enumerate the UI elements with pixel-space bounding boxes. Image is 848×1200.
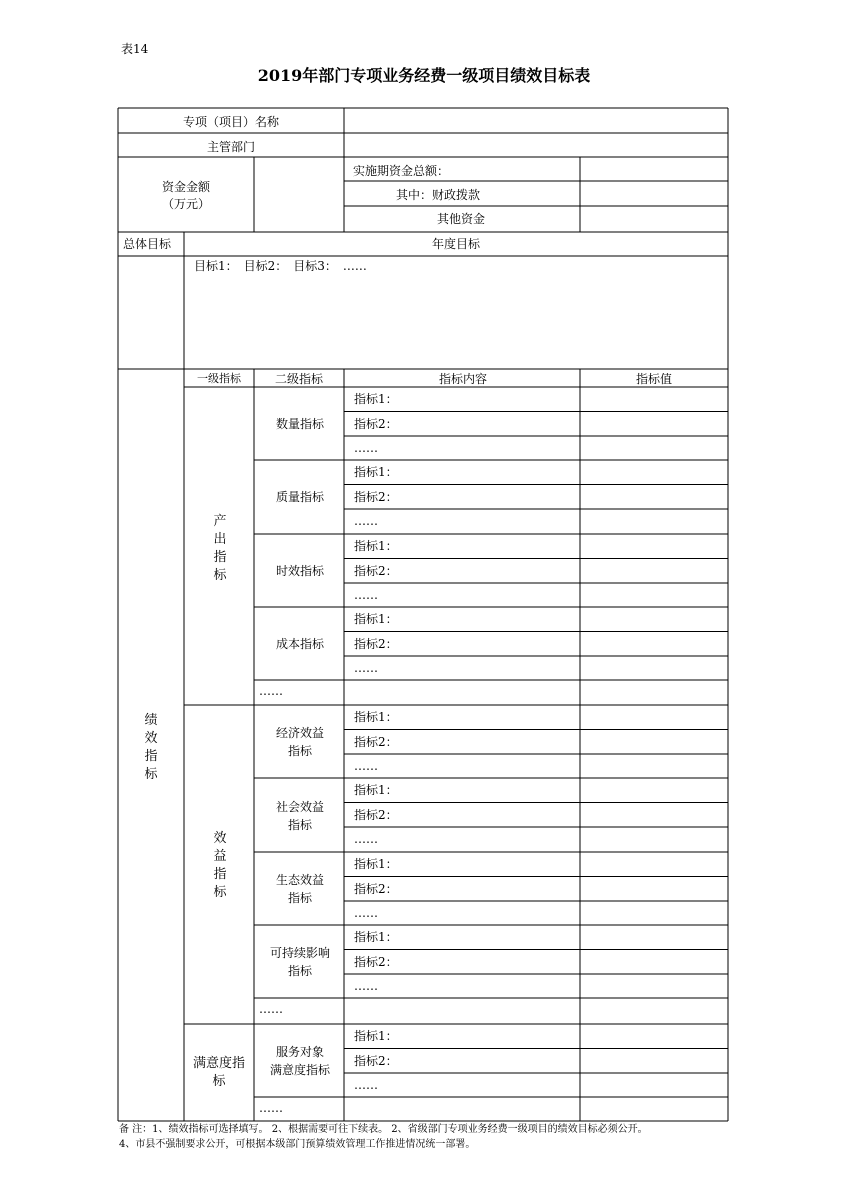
col-header-value: 指标值: [635, 372, 673, 386]
indicator-value-field[interactable]: [582, 388, 726, 410]
indicator-more: ……: [354, 979, 378, 993]
indicator-label: 指标1：: [354, 783, 398, 797]
indicator-value-field[interactable]: [582, 486, 726, 508]
funds-other-field[interactable]: [583, 207, 723, 229]
funds-unit-label: （万元）: [161, 197, 211, 211]
indicator-more: ……: [354, 661, 378, 675]
indicator-value-field[interactable]: [582, 853, 726, 875]
indicator-value-field[interactable]: [582, 657, 726, 679]
output-more: ……: [259, 684, 283, 698]
indicator-value-field[interactable]: [582, 461, 726, 483]
indicator-label: 指标1：: [354, 930, 398, 944]
indicator-label: 指标2：: [354, 954, 398, 969]
indicator-label: 指标1：: [354, 612, 398, 626]
sustainable-indicator-label-line2: 指标: [287, 964, 313, 978]
indicator-value-field[interactable]: [582, 535, 726, 557]
table-number: 表14: [121, 42, 149, 56]
indicator-more: ……: [354, 759, 378, 773]
social-indicator-label-line1: 社会效益: [275, 800, 325, 814]
quantity-indicator-label: 数量指标: [275, 417, 325, 431]
footnote-line2: 4、市县不强制要求公开，可根据本级部门预算绩效管理工作推进情况统一部署。: [119, 1139, 476, 1150]
indicator-value-field[interactable]: [582, 510, 726, 532]
annual-goal-label: 年度目标: [431, 237, 481, 251]
department-label: 主管部门: [206, 140, 256, 154]
economic-indicator-label-line1: 经济效益: [275, 726, 325, 740]
quality-indicator-label: 质量指标: [275, 490, 325, 504]
indicator-value-field[interactable]: [582, 1025, 726, 1047]
indicator-more: ……: [354, 514, 378, 528]
indicator-label: 指标1：: [354, 857, 398, 871]
funds-total-field[interactable]: [583, 159, 723, 181]
indicator-value-field[interactable]: [582, 804, 726, 826]
indicator-label: 指标1：: [354, 392, 398, 406]
col-header-content: 指标内容: [438, 372, 488, 386]
indicator-value-field[interactable]: [582, 437, 726, 459]
benefit-more: ……: [259, 1002, 283, 1016]
social-indicator-label-line2: 指标: [287, 818, 313, 832]
funds-amount-label: 资金金额: [161, 180, 211, 194]
indicator-label: 指标2：: [354, 489, 398, 504]
ecological-indicator-label-line2: 指标: [287, 891, 313, 905]
page-title: 2019年部门专项业务经费一级项目绩效目标表: [257, 66, 591, 85]
indicator-more: ……: [354, 588, 378, 602]
indicator-value-field[interactable]: [582, 706, 726, 728]
indicator-label: 指标2：: [354, 881, 398, 896]
cost-indicator-label: 成本指标: [275, 637, 325, 651]
service-satisfaction-label-line1: 服务对象: [275, 1045, 325, 1059]
indicator-more: ……: [354, 1078, 378, 1092]
indicator-label: 指标1：: [354, 1029, 398, 1043]
economic-indicator-label-line2: 指标: [287, 744, 313, 758]
project-name-label: 专项（项目）名称: [182, 115, 280, 129]
indicator-value-field[interactable]: [582, 633, 726, 655]
indicator-label: 指标2：: [354, 563, 398, 578]
footnote-line1: 备 注：1、绩效指标可选择填写。 2、根据需要可往下续表。 2、省级部门专项业务经费一级项目的绩效目标必须公开。: [119, 1124, 648, 1135]
performance-indicator-label: 绩效指标: [144, 713, 158, 782]
indicator-value-field[interactable]: [582, 1050, 726, 1072]
indicator-label: 指标1：: [354, 710, 398, 724]
output-indicator-label: 产出指标: [213, 514, 227, 583]
indicator-label: 指标1：: [354, 539, 398, 553]
indicator-value-field[interactable]: [582, 1074, 726, 1096]
indicator-more: ……: [354, 832, 378, 846]
overall-goal-label: 总体目标: [122, 237, 172, 251]
indicator-value-field[interactable]: [582, 951, 726, 973]
indicator-more: ……: [354, 441, 378, 455]
annual-goal-items: 目标1： 目标2： 目标3： ……: [194, 259, 367, 273]
department-field[interactable]: [350, 135, 724, 157]
service-satisfaction-label-line2: 满意度指标: [269, 1063, 331, 1077]
ecological-indicator-label-line1: 生态效益: [275, 873, 325, 887]
indicator-value-field[interactable]: [582, 779, 726, 801]
indicator-label: 指标2：: [354, 636, 398, 651]
funds-fiscal-field[interactable]: [583, 183, 723, 205]
indicator-value-field[interactable]: [582, 878, 726, 900]
sustainable-indicator-label-line1: 可持续影响: [269, 946, 331, 960]
indicator-value-field[interactable]: [582, 926, 726, 948]
indicator-more: ……: [354, 906, 378, 920]
indicator-value-field[interactable]: [582, 902, 726, 924]
funds-total-label: 实施期资金总额：: [353, 164, 450, 178]
benefit-indicator-label: 效益指标: [213, 831, 227, 900]
col-header-level1: 一级指标: [197, 372, 241, 385]
satisfaction-more: ……: [259, 1101, 283, 1115]
indicator-value-field[interactable]: [582, 584, 726, 606]
indicator-label: 指标2：: [354, 734, 398, 749]
funds-other-label: 其他资金: [437, 212, 486, 226]
indicator-label: 指标2：: [354, 416, 398, 431]
satisfaction-indicator-label-line1: 满意度指: [192, 1056, 246, 1071]
indicator-value-field[interactable]: [582, 731, 726, 753]
col-header-level2: 二级指标: [274, 372, 324, 386]
timeliness-indicator-label: 时效指标: [275, 564, 325, 578]
indicator-value-field[interactable]: [582, 755, 726, 777]
indicator-value-field[interactable]: [582, 608, 726, 630]
satisfaction-indicator-label-line2: 标: [212, 1074, 226, 1089]
indicator-label: 指标1：: [354, 465, 398, 479]
indicator-value-field[interactable]: [582, 413, 726, 435]
indicator-value-field[interactable]: [582, 560, 726, 582]
project-name-field[interactable]: [350, 110, 724, 132]
indicator-label: 指标2：: [354, 807, 398, 822]
indicator-label: 指标2：: [354, 1053, 398, 1068]
funds-fiscal-label: 其中：财政拨款: [396, 188, 481, 202]
indicator-value-field[interactable]: [582, 975, 726, 997]
indicator-value-field[interactable]: [582, 828, 726, 850]
